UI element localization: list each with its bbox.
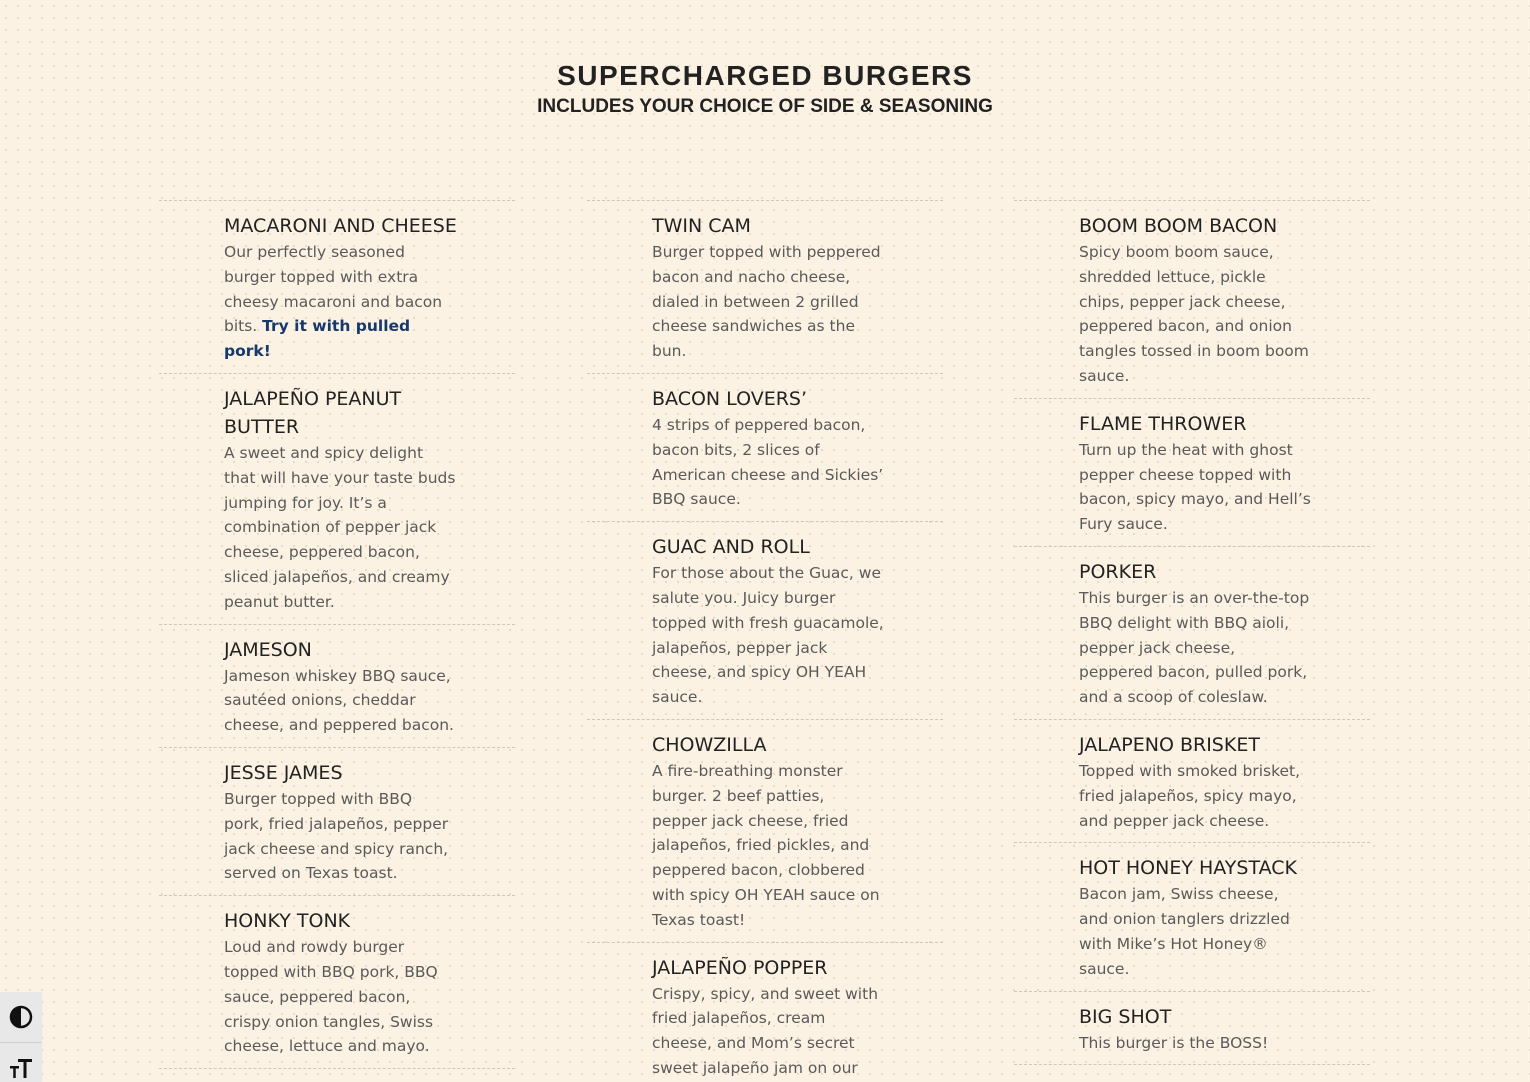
font-size-button[interactable] bbox=[0, 1043, 42, 1082]
menu-item bbox=[1014, 399, 1370, 547]
menu-item-name: PORKER bbox=[1079, 560, 1157, 583]
page-subtitle: INCLUDES YOUR CHOICE OF SIDE & SEASONING bbox=[537, 96, 993, 117]
menu-item-name: MACARONI AND CHEESE bbox=[224, 215, 457, 237]
accessibility-toolbar bbox=[0, 992, 42, 1082]
contrast-icon bbox=[9, 1005, 33, 1029]
menu-item-description: For those about the Guac, we salute you. Juicy burger topped with fresh guacamole, jalapeños, pepper jack cheese, and spicy OH YEAH sauce. bbox=[652, 564, 884, 707]
menu-item-description: Loud and rowdy burger topped with BBQ pork, BBQ sauce, peppered bacon, crispy onion tangles, Swiss cheese, lettuce and mayo. bbox=[224, 938, 438, 1056]
menu-item-description: Bacon jam, Swiss cheese, and onion tanglers drizzled with Mike’s Hot Honey® sauce. bbox=[1079, 885, 1290, 978]
menu-item bbox=[1014, 547, 1370, 720]
page-title: SUPERCHARGED BURGERS bbox=[557, 60, 973, 91]
menu-item bbox=[1014, 720, 1370, 843]
menu-item bbox=[159, 748, 515, 896]
font-size-icon bbox=[9, 1056, 33, 1080]
menu-column-2 bbox=[587, 200, 943, 1082]
menu-item-description: This burger is an over-the-top BBQ delight with BBQ aioli, pepper jack cheese, peppered bacon, pulled pork, and a scoop of coleslaw. bbox=[1079, 588, 1310, 707]
menu-item bbox=[1014, 843, 1370, 991]
menu-item bbox=[1014, 201, 1370, 399]
menu-item-name: FLAME THROWER bbox=[1079, 412, 1247, 435]
menu-item-description: Turn up the heat with ghost pepper cheese topped with bacon, spicy mayo, and Hell’s Fury sauce. bbox=[1079, 440, 1311, 534]
menu-header bbox=[0, 58, 1530, 120]
menu-item bbox=[159, 374, 515, 625]
menu-item bbox=[159, 896, 515, 1069]
menu-item bbox=[159, 625, 515, 748]
menu-item-name: HONKY TONK bbox=[224, 910, 351, 933]
menu-item-name: HOT HONEY HAYSTACK bbox=[1079, 857, 1297, 880]
menu-item-description: Topped with smoked brisket, fried jalapeños, spicy mayo, and pepper jack cheese. bbox=[1079, 761, 1301, 830]
pulled-pork-link[interactable]: Try it with pulled pork! bbox=[224, 317, 411, 361]
menu-item-description: A sweet and spicy delight that will have your taste buds jumping for joy. It’s a combination of pepper jack cheese, peppered bacon, sliced jalapeños, and creamy peanut butter. bbox=[224, 443, 456, 611]
menu-item-description: Burger topped with peppered bacon and nacho cheese, dialed in between 2 grilled cheese sandwiches as the bun. bbox=[652, 243, 881, 361]
menu-item-description-text: Our perfectly seasoned burger topped with extra cheesy macaroni and bacon bits. bbox=[224, 243, 443, 336]
menu-item-description: This burger is the BOSS! bbox=[1079, 1033, 1269, 1052]
menu-item-name: CHOWZILLA bbox=[652, 733, 767, 756]
menu-item bbox=[159, 201, 515, 374]
menu-item bbox=[587, 522, 943, 720]
menu-item-name: JALAPEÑO PEANUT BUTTER bbox=[224, 387, 402, 438]
menu-item-description: Jameson whiskey BBQ sauce, sautéed onions, cheddar cheese, and peppered bacon. bbox=[224, 666, 454, 735]
menu-item-name: BIG SHOT bbox=[1079, 1005, 1172, 1028]
menu-item-name: JALAPENO BRISKET bbox=[1079, 733, 1260, 756]
menu-item-name: BACON LOVERS’ bbox=[652, 387, 808, 410]
menu-item bbox=[587, 201, 943, 374]
menu-item-description: Crispy, spicy, and sweet with fried jalapeños, cream cheese, and Mom’s secret sweet jalapeño jam on our bbox=[652, 984, 879, 1077]
menu-item-description: A fire-breathing monster burger. 2 beef patties, pepper jack cheese, fried jalapeños, fried pickles, and peppered bacon, clobbered with spicy OH YEAH sauce on Texas toast! bbox=[652, 761, 880, 929]
menu-item-name: GUAC AND ROLL bbox=[652, 536, 810, 559]
menu-item bbox=[587, 720, 943, 943]
high-contrast-button[interactable] bbox=[0, 992, 42, 1043]
menu-item-description: Spicy boom boom sauce, shredded lettuce, pickle chips, pepper jack cheese, peppered bacon, and onion tangles tossed in boom boom sauce. bbox=[1079, 243, 1309, 385]
menu-item-description bbox=[224, 240, 456, 364]
menu-column-1 bbox=[159, 200, 515, 1069]
menu-column-3 bbox=[1014, 200, 1370, 1065]
menu-item-description: 4 strips of peppered bacon, bacon bits, 2 slices of American cheese and Sickies’ BBQ sauce. bbox=[652, 415, 884, 509]
menu-item-name: JESSE JAMES bbox=[224, 761, 343, 784]
menu-item-name: JALAPEÑO POPPER bbox=[652, 956, 828, 979]
menu-item-name: BOOM BOOM BACON bbox=[1079, 215, 1278, 237]
menu-item bbox=[587, 374, 943, 522]
menu-item-name: TWIN CAM bbox=[652, 215, 751, 237]
menu-item bbox=[1014, 992, 1370, 1066]
menu-item-name: JAMESON bbox=[224, 638, 312, 661]
menu-item-description: Burger topped with BBQ pork, fried jalapeños, pepper jack cheese and spicy ranch, served on Texas toast. bbox=[224, 789, 449, 883]
menu-item bbox=[587, 943, 943, 1082]
